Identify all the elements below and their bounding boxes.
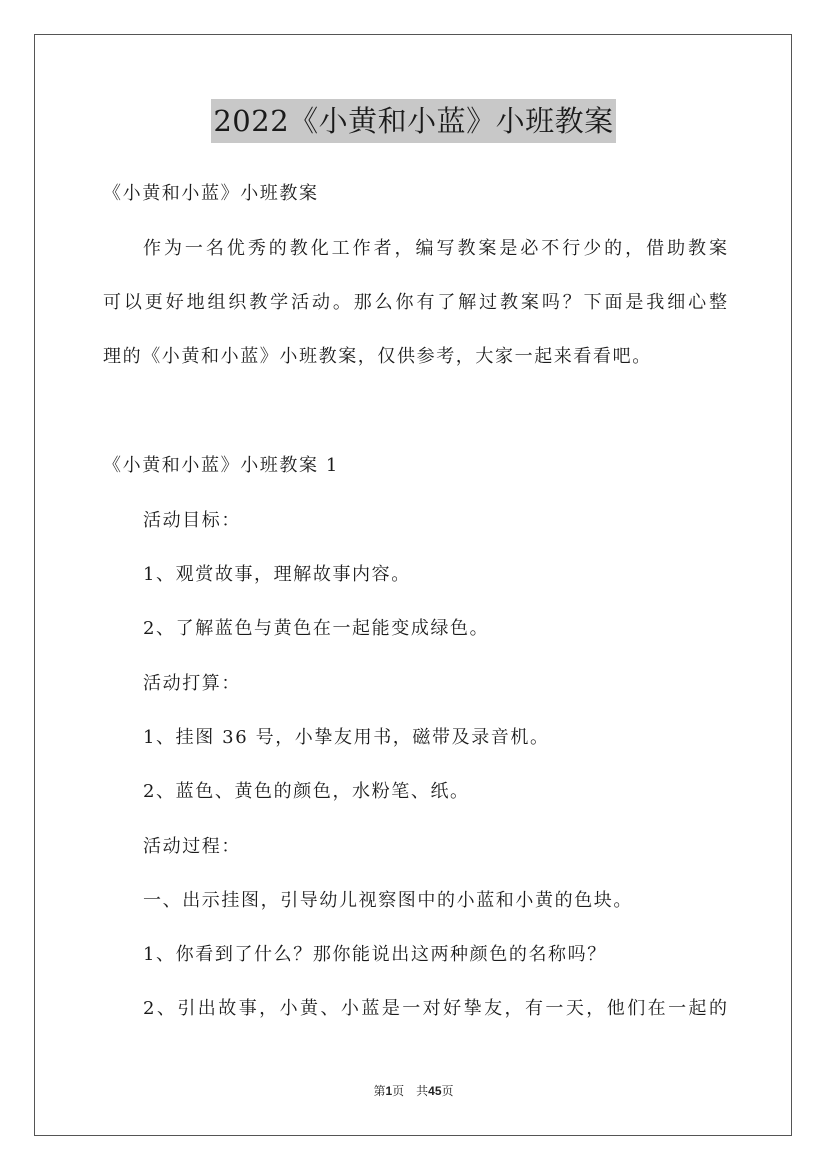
- document-title: 2022《小黄和小蓝》小班教案: [211, 99, 615, 143]
- total-page-count: 45: [428, 1084, 442, 1098]
- goal-item: 2、了解蓝色与黄色在一起能变成绿色。: [143, 618, 490, 639]
- process-step: 1、你看到了什么？那你能说出这两种颜色的名称吗？: [143, 944, 607, 965]
- current-page-number: 1: [385, 1084, 393, 1098]
- section-heading: 《小黄和小蓝》小班教案: [103, 183, 319, 204]
- intro-paragraph-line: 理的《小黄和小蓝》小班教案，仅供参考，大家一起来看看吧。: [103, 346, 652, 367]
- process-step: 一、出示挂图，引导幼儿视察图中的小蓝和小黄的色块。: [143, 890, 633, 911]
- goal-item: 1、观赏故事，理解故事内容。: [143, 564, 411, 585]
- intro-paragraph-line: 可以更好地组织教学活动。那么你有了解过教案吗？下面是我细心整: [103, 292, 727, 313]
- title-wrapper: [0, 99, 827, 143]
- intro-paragraph-line: 作为一名优秀的教化工作者，编写教案是必不行少的，借助教案: [143, 238, 727, 259]
- page-footer: [0, 1083, 827, 1099]
- footer-mid: 页 共: [392, 1084, 429, 1098]
- prep-item: 1、挂图 36 号，小挚友用书，磁带及录音机。: [143, 727, 550, 748]
- lesson-heading: 《小黄和小蓝》小班教案 1: [103, 455, 339, 476]
- activity-prep-heading: 活动打算：: [143, 673, 241, 694]
- activity-goals-heading: 活动目标：: [143, 510, 241, 531]
- process-step: 2、引出故事，小黄、小蓝是一对好挚友，有一天，他们在一起的: [143, 998, 727, 1019]
- prep-item: 2、蓝色、黄色的颜色，水粉笔、纸。: [143, 781, 470, 802]
- activity-process-heading: 活动过程：: [143, 836, 241, 857]
- footer-prefix: 第: [373, 1084, 386, 1098]
- footer-suffix: 页: [441, 1084, 454, 1098]
